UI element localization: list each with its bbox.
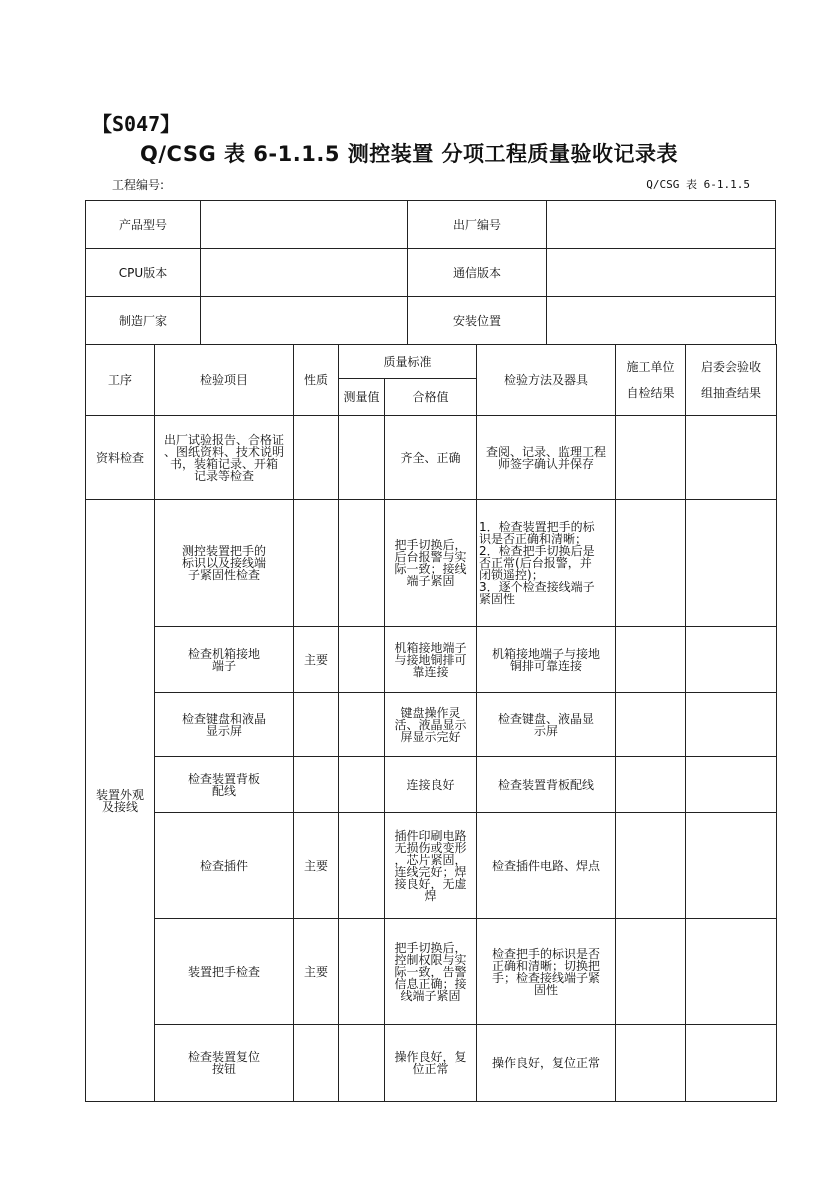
value-cpu-version[interactable] — [201, 249, 408, 297]
row-method: 操作良好，复位正常 — [477, 1025, 616, 1102]
value-factory-no[interactable] — [547, 201, 776, 249]
device-info-table — [85, 200, 776, 345]
row-self-check[interactable] — [616, 416, 686, 500]
row-measured[interactable] — [339, 500, 385, 627]
row-self-check[interactable] — [616, 757, 686, 813]
row-item: 测控装置把手的 标识以及接线端 子紧固性检查 — [155, 500, 294, 627]
row-self-check[interactable] — [616, 1025, 686, 1102]
header-process: 工序 — [86, 345, 155, 416]
value-comm-version[interactable] — [547, 249, 776, 297]
value-product-model[interactable] — [201, 201, 408, 249]
row-qualified: 把手切换后， 后台报警与实 际一致；接线 端子紧固 — [385, 500, 477, 627]
label-manufacturer: 制造厂家 — [86, 297, 201, 345]
header-nature: 性质 — [294, 345, 339, 416]
label-factory-no: 出厂编号 — [408, 201, 547, 249]
row-committee-check[interactable] — [686, 1025, 777, 1102]
row-item: 检查键盘和液晶 显示屏 — [155, 693, 294, 757]
row-self-check[interactable] — [616, 693, 686, 757]
table-row — [86, 693, 777, 757]
row-measured[interactable] — [339, 919, 385, 1025]
row-committee-check[interactable] — [686, 919, 777, 1025]
row-measured[interactable] — [339, 1025, 385, 1102]
group-appearance: 装置外观 及接线 — [86, 500, 155, 1102]
label-product-model: 产品型号 — [86, 201, 201, 249]
table-row — [86, 416, 777, 500]
row-method: 机箱接地端子与接地 铜排可靠连接 — [477, 627, 616, 693]
row-measured[interactable] — [339, 627, 385, 693]
row-committee-check[interactable] — [686, 693, 777, 757]
row-method: 检查键盘、液晶显 示屏 — [477, 693, 616, 757]
row-method: 检查装置背板配线 — [477, 757, 616, 813]
row-method: 1．检查装置把手的标 识是否正确和清晰； 2．检查把手切换后是 否正常(后台报警，并 闭锁遥控)； 3．逐个检查接线端子 紧固性 — [477, 500, 616, 627]
row-item: 检查装置复位 按钮 — [155, 1025, 294, 1102]
group-docs: 资料检查 — [86, 416, 155, 500]
table-row — [86, 1025, 777, 1102]
row-nature — [294, 757, 339, 813]
table-number: Q/CSG 表 6-1.1.5 — [646, 178, 750, 191]
row-item: 检查机箱接地 端子 — [155, 627, 294, 693]
header-item: 检验项目 — [155, 345, 294, 416]
row-self-check[interactable] — [616, 627, 686, 693]
row-self-check[interactable] — [616, 813, 686, 919]
row-item: 出厂试验报告、合格证 、图纸资料、技术说明 书，装箱记录、开箱 记录等检查 — [155, 416, 294, 500]
row-nature: 主要 — [294, 919, 339, 1025]
row-qualified: 插件印刷电路 无损伤或变形 ，芯片紧固， 连线完好；焊 接良好，无虚 焊 — [385, 813, 477, 919]
form-code: 【S047】 — [92, 112, 181, 136]
table-row — [86, 500, 777, 627]
row-item: 检查插件 — [155, 813, 294, 919]
table-row — [86, 757, 777, 813]
row-item: 检查装置背板 配线 — [155, 757, 294, 813]
row-qualified: 操作良好，复 位正常 — [385, 1025, 477, 1102]
row-qualified: 键盘操作灵 活、液晶显示 屏显示完好 — [385, 693, 477, 757]
table-row — [86, 919, 777, 1025]
header-qualified: 合格值 — [385, 379, 477, 416]
value-manufacturer[interactable] — [201, 297, 408, 345]
row-item: 装置把手检查 — [155, 919, 294, 1025]
table-row — [86, 813, 777, 919]
row-committee-check[interactable] — [686, 813, 777, 919]
row-method: 查阅、记录、监理工程 师签字确认并保存 — [477, 416, 616, 500]
row-committee-check[interactable] — [686, 416, 777, 500]
row-nature — [294, 693, 339, 757]
row-nature — [294, 500, 339, 627]
row-measured[interactable] — [339, 693, 385, 757]
row-measured[interactable] — [339, 416, 385, 500]
inspection-table — [85, 344, 777, 1102]
row-qualified: 机箱接地端子 与接地铜排可 靠连接 — [385, 627, 477, 693]
header-measured: 测量值 — [339, 379, 385, 416]
row-nature: 主要 — [294, 627, 339, 693]
row-measured[interactable] — [339, 813, 385, 919]
header-method: 检验方法及器具 — [477, 345, 616, 416]
row-measured[interactable] — [339, 757, 385, 813]
project-number-label: 工程编号: — [112, 178, 165, 192]
label-comm-version: 通信版本 — [408, 249, 547, 297]
row-committee-check[interactable] — [686, 500, 777, 627]
table-row — [86, 627, 777, 693]
row-qualified: 连接良好 — [385, 757, 477, 813]
header-committee-check: 启委会验收 组抽查结果 — [686, 345, 777, 416]
row-nature — [294, 1025, 339, 1102]
row-qualified: 把手切换后， 控制权限与实 际一致，告警 信息正确；接 线端子紧固 — [385, 919, 477, 1025]
row-qualified: 齐全、正确 — [385, 416, 477, 500]
row-nature — [294, 416, 339, 500]
page-title: Q/CSG 表 6-1.1.5 测控装置 分项工程质量验收记录表 — [140, 142, 679, 166]
row-method: 检查把手的标识是否 正确和清晰；切换把 手；检查接线端子紧 固性 — [477, 919, 616, 1025]
row-self-check[interactable] — [616, 500, 686, 627]
label-install-location: 安装位置 — [408, 297, 547, 345]
label-cpu-version: CPU版本 — [86, 249, 201, 297]
row-self-check[interactable] — [616, 919, 686, 1025]
row-committee-check[interactable] — [686, 757, 777, 813]
row-nature: 主要 — [294, 813, 339, 919]
row-committee-check[interactable] — [686, 627, 777, 693]
header-self-check: 施工单位 自检结果 — [616, 345, 686, 416]
header-quality-standard: 质量标准 — [339, 345, 477, 379]
row-method: 检查插件电路、焊点 — [477, 813, 616, 919]
value-install-location[interactable] — [547, 297, 776, 345]
